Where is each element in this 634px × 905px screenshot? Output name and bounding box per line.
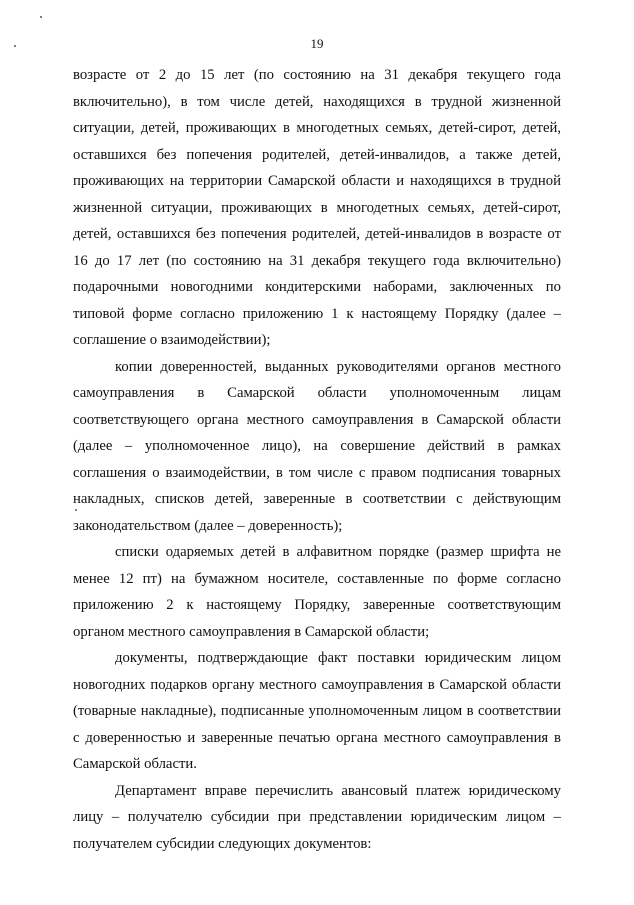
paragraph-children-lists: списки одаряемых детей в алфавитном порядке (размер шрифта не менее 12 пт) на бумажном носителе, составленные по форме согласно приложению 2 к настоящему Порядку, заверенные соответствующим органом местного самоуправления в Самарской области; [73, 544, 561, 640]
document-body [73, 62, 561, 857]
paragraph-delivery-documents: документы, подтверждающие факт поставки юридическим лицом новогодних подарков органу местного самоуправления в Самарской области (товарные накладные), подписанные уполномоченным лицом в соответствии с доверенностью и заверенные печатью органа местного самоуправления в Самарской области. [73, 650, 561, 772]
paragraph-continuation: возрасте от 2 до 15 лет (по состоянию на 31 декабря текущего года включительно), в том числе детей, находящихся в трудной жизненной ситуации, детей, проживающих в многодетных семьях, детей-сирот, детей, оставшихся без попечения родителей, детей-инвалидов, а также детей, проживающих на территории Самарской области и находящихся в трудной жизненной ситуации, проживающих в многодетных семьях, детей-сирот, детей, оставшихся без попечения родителей, детей-инвалидов в возрасте от 16 до 17 лет (по состоянию на 31 декабря текущего года включительно) подарочными новогодними кондитерскими наборами, заключенных по типовой форме согласно приложению 1 к настоящему Порядку (далее – соглашение о взаимодействии); [73, 67, 561, 348]
paragraph-advance-payment: Департамент вправе перечислить авансовый платеж юридическому лицу – получателю субсидии при представлении юридическим лицом – получателем субсидии следующих документов: [73, 782, 561, 852]
scan-speck [40, 16, 42, 18]
paragraph-power-of-attorney-copies: копии доверенностей, выданных руководителями органов местного самоуправления в Самарской области уполномоченным лицам соответствующего органа местного самоуправления в Самарской области (далее – уполномоченное лицо), на совершение действий в рамках соглашения о взаимодействии, в том числе с правом подписания товарных накладных, списков детей, заверенные в соответствии с действующим законодательством (далее – доверенность); [73, 358, 561, 534]
page-number: 19 [310, 36, 324, 51]
